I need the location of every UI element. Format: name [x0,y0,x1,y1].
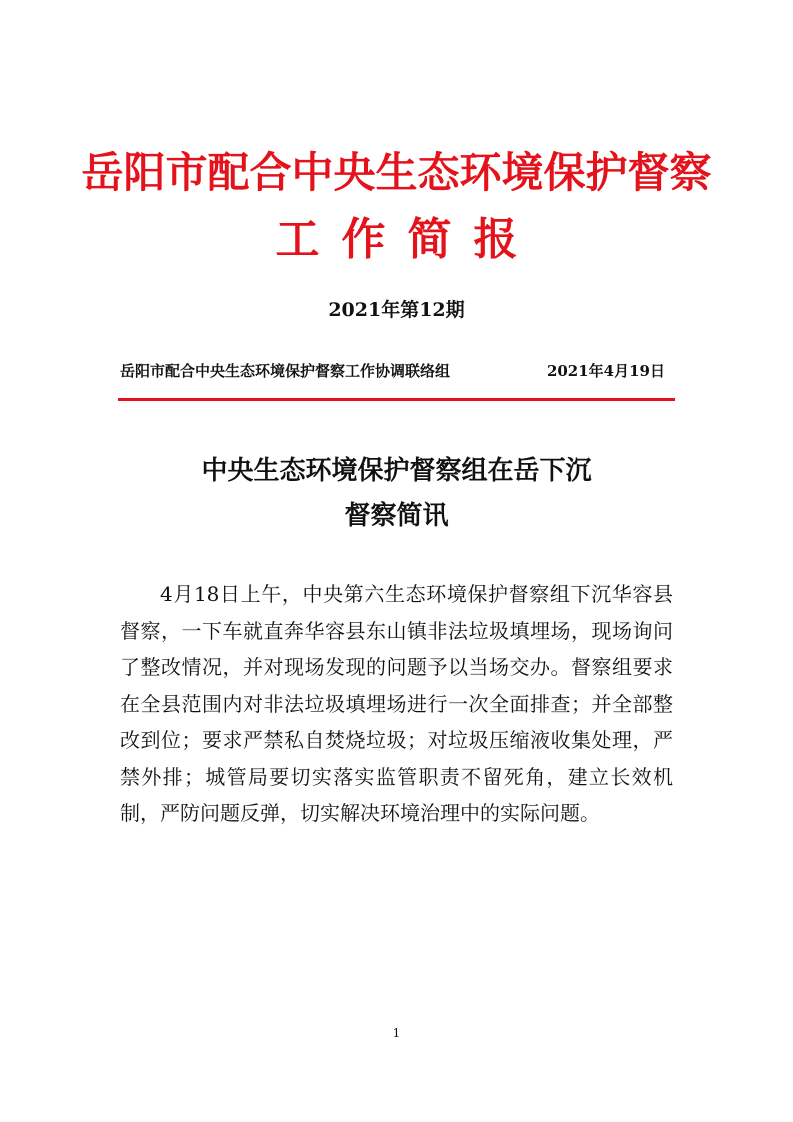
masthead-title: 岳阳市配合中央生态环境保护督察 [81,148,712,197]
issue-date: 2021年4月19日 [546,362,665,380]
page-number: 1 [392,1026,401,1040]
red-divider [118,398,675,401]
article-body: 4月18日上午，中央第六生态环境保护督察组下沉华容县督察，一下车就直奔华容县东山镇非法垃圾填埋场，现场询问了整改情况，并对现场发现的问题予以当场交办。督察组要求在全县范围内对非法垃圾填埋场进行一次全面排查；并全部整改到位；要求严禁私自焚烧垃圾；对垃圾压缩液收集处理，严禁外排；城管局要切实落实监管职责不留死角，建立长效机制，严防问题反弹，切实解决环境治理中的实际问题。 [120,582,673,825]
article-title-continued: 督察简讯 [344,501,449,531]
issuing-organization: 岳阳市配合中央生态环境保护督察工作协调联络组 [120,362,451,380]
article-title: 中央生态环境保护督察组在岳下沉 [201,456,592,486]
masthead-subtitle: 工作简报 [275,214,540,265]
issue-number: 2021年第12期 [328,299,465,321]
